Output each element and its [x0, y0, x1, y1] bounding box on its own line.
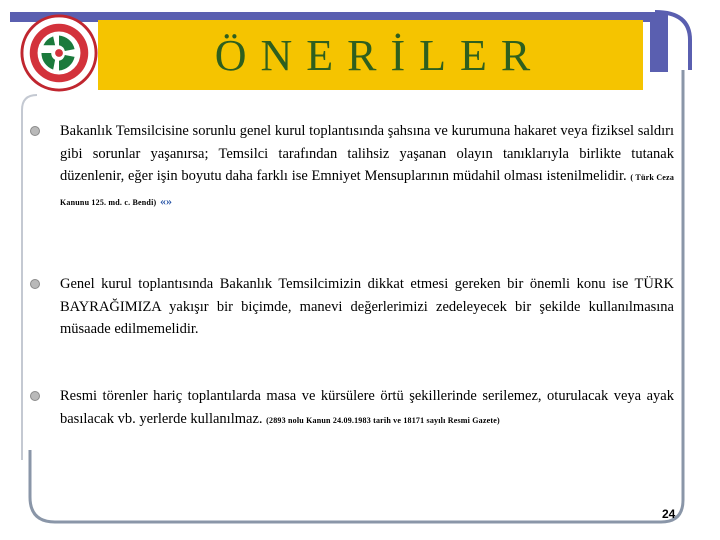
- bullet-icon: [30, 391, 40, 401]
- item-text: [60, 273, 674, 341]
- item-text: [60, 120, 674, 214]
- emblem-logo-icon: [20, 14, 98, 92]
- bullet-icon: [30, 126, 40, 136]
- item-reference: ( Türk Ceza Kanunu 125. md. c. Bendi): [60, 173, 675, 207]
- item-text: [60, 385, 674, 432]
- item-main-text: Genel kurul toplantısında Bakanlık Temsilcimizin dikkat etmesi gereken bir önemli konu ise TÜRK BAYRAĞIMIZA yakışır bir biçimde, manevi değerlerimizi zedeleyecek bir şekilde kullanılmasına müsaade edilmemelidir.: [60, 276, 674, 337]
- title-banner: [98, 20, 643, 90]
- item-quote-mark: «»: [159, 193, 172, 208]
- item-main-text: Resmi törenler hariç toplantılarda masa ve kürsülere örtü şekillerinde serilemez, oturulacak veya ayak basılacak vb. yerlerde kullanılmaz.: [60, 388, 674, 427]
- bullet-icon: [30, 279, 40, 289]
- page-title: ÖNERİLER: [214, 30, 545, 80]
- item-main-text: Bakanlık Temsilcisine sorunlu genel kurul toplantısında şahsına ve kurumuna hakaret veya fiziksel saldırı gibi sorunlar yaşanırsa; Temsilci tarafından talihsiz yaşanan olayın tanıklarıyla birlikte tutanak düzenlenir, eğer işin boyutu daha farklı ise Emniyet Mensuplarının müdahil olması istenilmelidir.: [60, 123, 674, 184]
- page-number: 24: [662, 507, 676, 521]
- item-reference: (2893 nolu Kanun 24.09.1983 tarih ve 18171 sayılı Resmi Gazete): [266, 415, 500, 425]
